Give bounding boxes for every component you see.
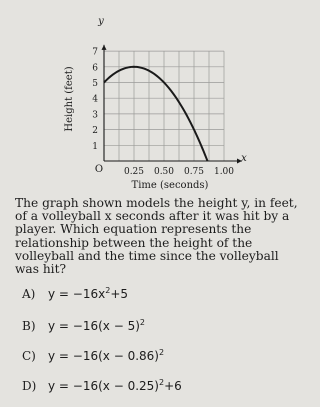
choice-letter: B) bbox=[22, 319, 36, 333]
y-tick-label: 4 bbox=[92, 94, 98, 105]
graph-grid bbox=[104, 51, 224, 161]
x-tick-label: 0.75 bbox=[183, 167, 205, 177]
choice-equation: $y = -16(x - 0.86)^2$ bbox=[48, 348, 165, 363]
x-tick-label: 0.25 bbox=[123, 167, 145, 177]
y-tick-label: 3 bbox=[92, 110, 98, 121]
x-tick-label: 1.00 bbox=[213, 167, 235, 177]
choice-equation: $y = -16(x - 0.25)^2+6$ bbox=[48, 378, 182, 393]
choice-a[interactable] bbox=[22, 286, 128, 301]
height-time-graph bbox=[0, 0, 305, 195]
y-axis-symbol: y bbox=[98, 16, 104, 27]
y-axis-label: Height (feet) bbox=[64, 66, 75, 132]
x-axis-label: Time (seconds) bbox=[131, 180, 209, 191]
origin-label: O bbox=[94, 164, 104, 175]
y-axis-arrow bbox=[102, 45, 107, 50]
y-tick-label: 2 bbox=[92, 126, 98, 137]
y-tick-label: 1 bbox=[92, 141, 98, 152]
choice-equation: $y = -16(x - 5)^2$ bbox=[48, 318, 145, 333]
choice-d[interactable] bbox=[22, 378, 182, 393]
y-tick-label: 6 bbox=[92, 63, 98, 74]
choice-b[interactable] bbox=[22, 318, 145, 333]
x-tick-label: 0.50 bbox=[153, 167, 175, 177]
choice-equation: $y = -16x^2+5$ bbox=[48, 286, 129, 301]
choice-letter: D) bbox=[22, 379, 37, 393]
choice-letter: A) bbox=[22, 287, 36, 301]
choice-c[interactable] bbox=[22, 348, 164, 363]
y-tick-label: 5 bbox=[92, 79, 98, 89]
y-tick-label: 7 bbox=[92, 47, 98, 58]
x-axis-symbol: x bbox=[241, 153, 247, 164]
question-text: The graph shown models the height y, in feet, of a volleyball x seconds after it was hit by a player. Which equation represents the relationship between the height of the volleyball and the time since the volleyball was hit? bbox=[15, 196, 298, 277]
choice-letter: C) bbox=[22, 349, 36, 363]
graph-axes bbox=[102, 45, 243, 164]
